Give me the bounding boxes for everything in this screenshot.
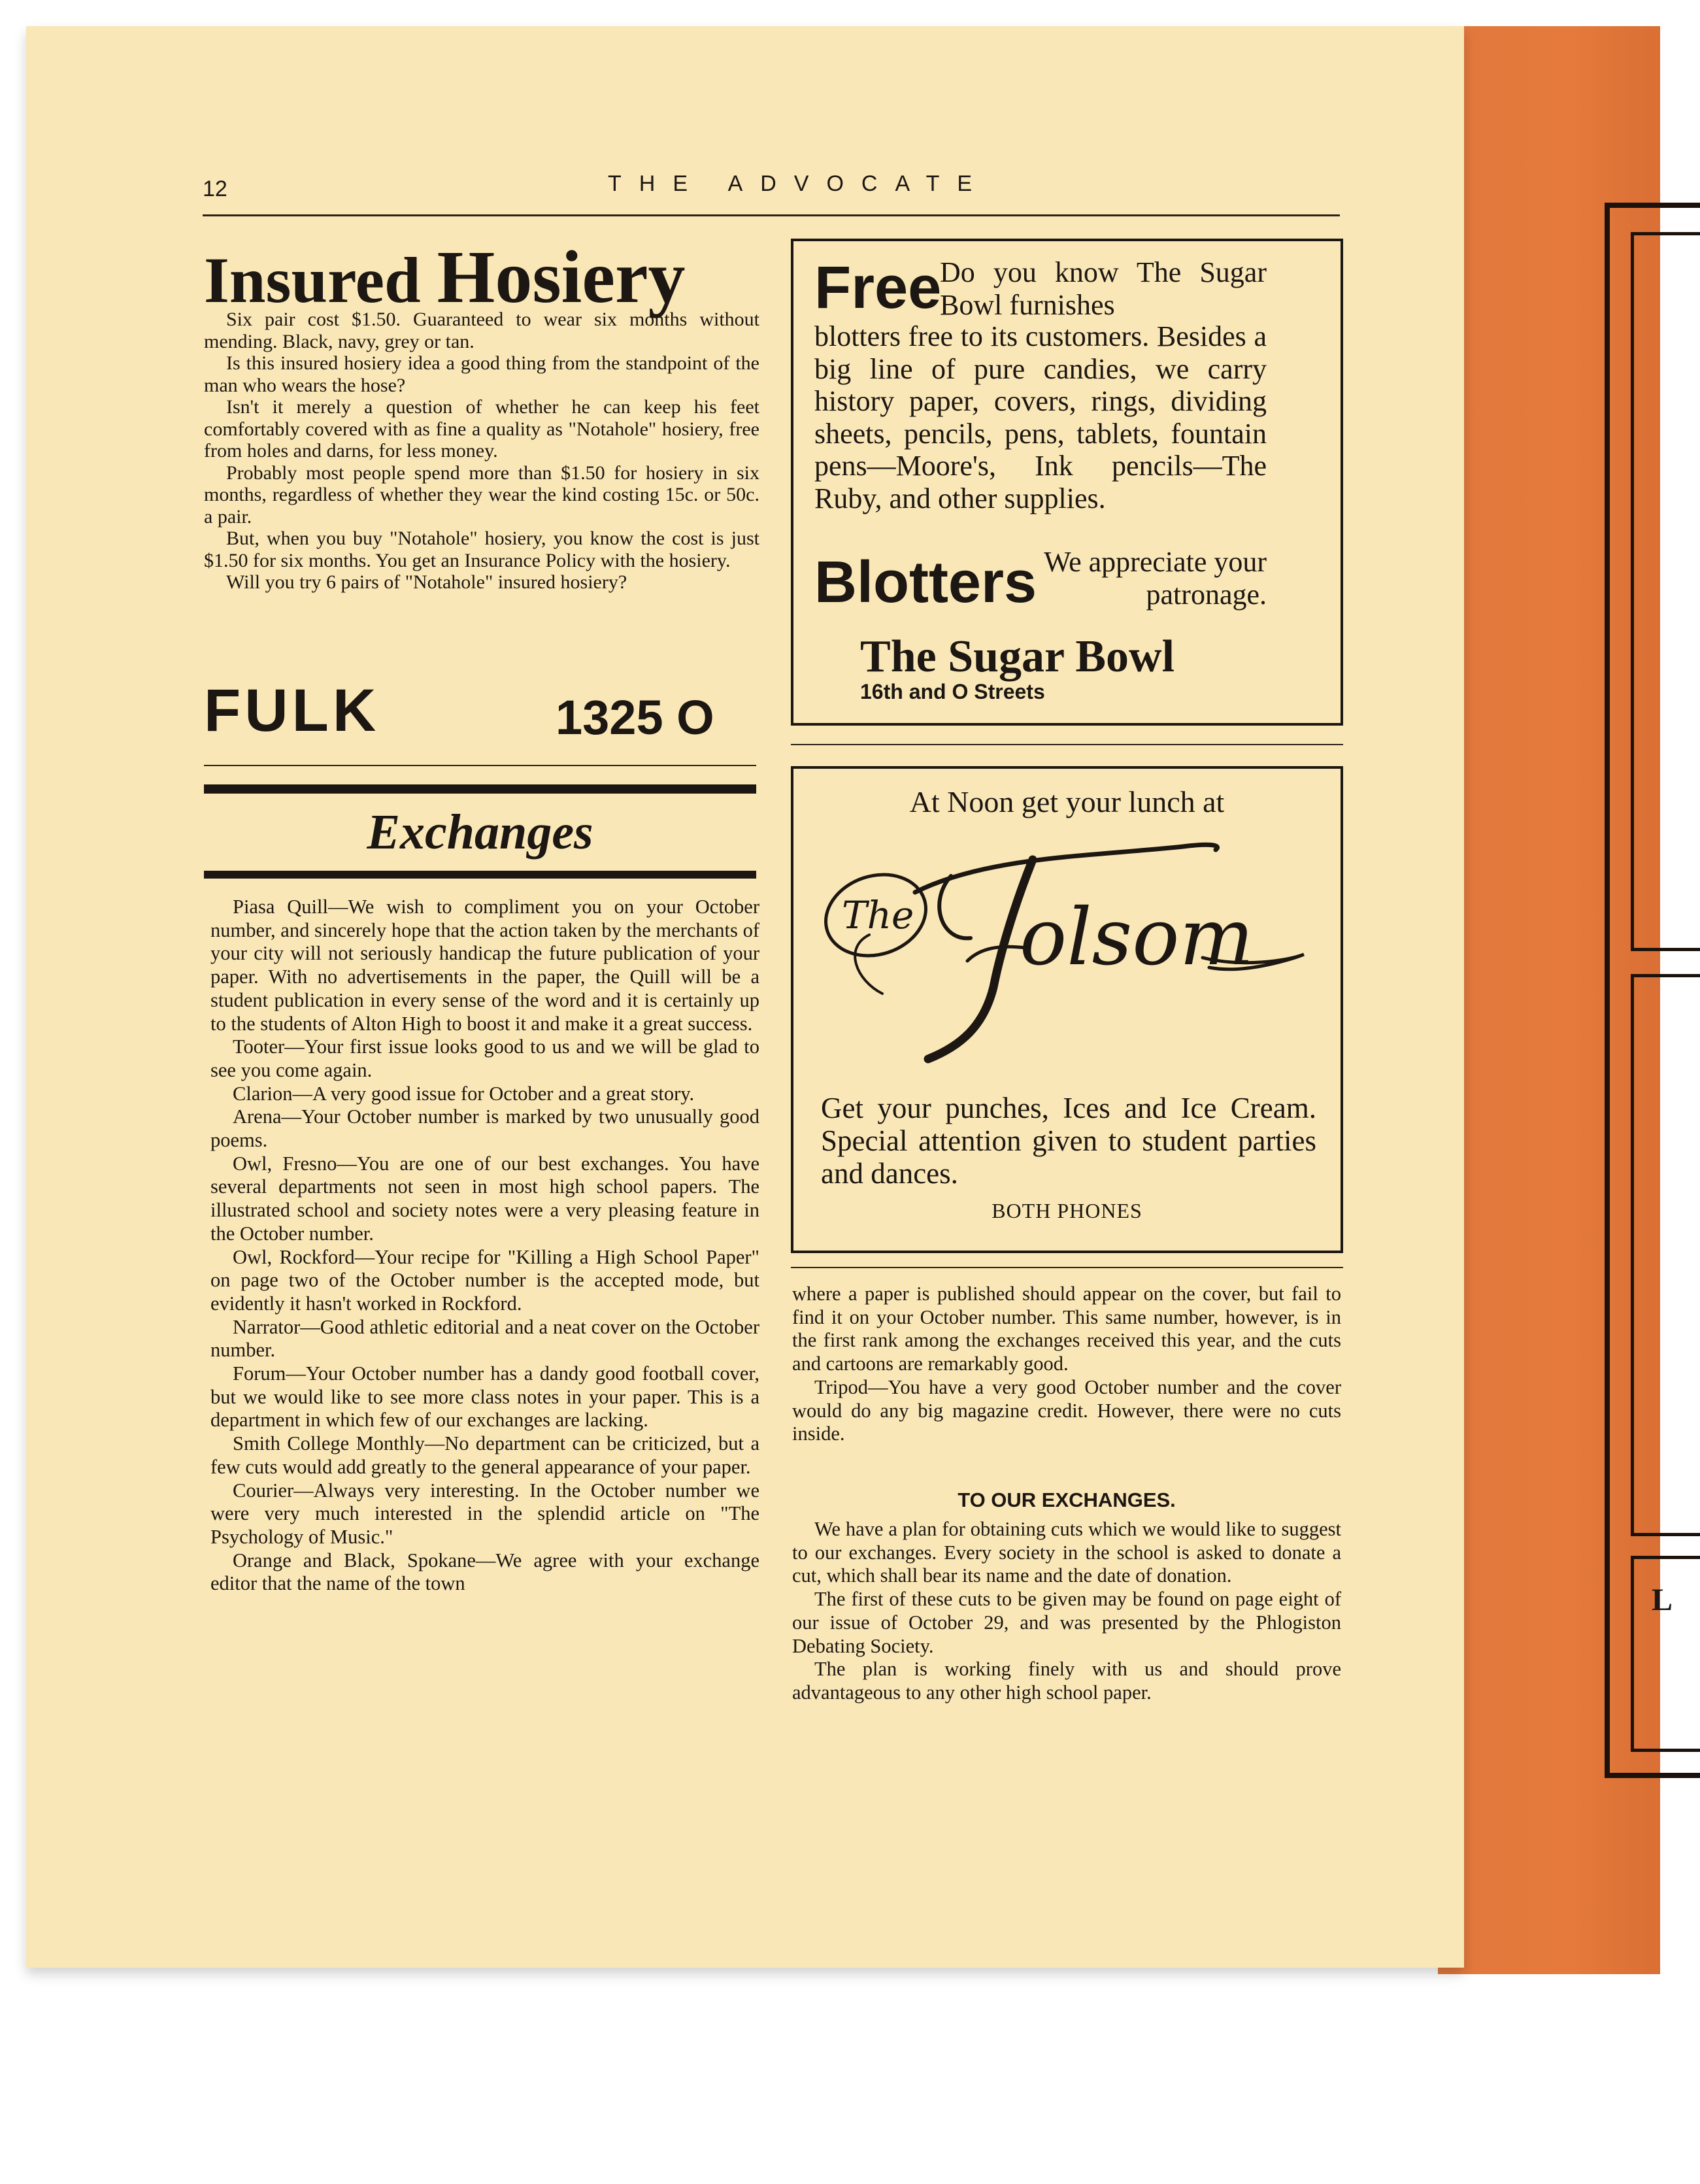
exchange-paragraph: Forum—Your October number has a dandy good football cover, but we would like to see more class notes in your paper. This is a department in which few of our exchanges are lacking. xyxy=(210,1362,759,1432)
exchange-notice-paragraph: The plan is working finely with us and should prove advantageous to any other high school paper. xyxy=(792,1658,1341,1704)
sugar-bowl-appreciation: We appreciate your patronage. xyxy=(1044,546,1267,611)
to-our-exchanges-heading: TO OUR EXCHANGES. xyxy=(958,1488,1176,1511)
running-head: THE ADVOCATE xyxy=(608,171,990,196)
exchange-paragraph: Smith College Monthly—No department can be criticized, but a few cuts would add greatly to the general appearance of your paper. xyxy=(210,1432,759,1478)
folsom-body: Get your punches, Ices and Ice Cream. Special attention given to student parties and dances. xyxy=(821,1092,1316,1190)
svg-text:olsom: olsom xyxy=(1020,892,1254,983)
svg-text:The: The xyxy=(842,893,914,937)
exchange-paragraph: Owl, Fresno—You are one of our best exchanges. You have several departments not seen in most high school papers. The illustrated school and society notes were a very pleasing feature in the October number. xyxy=(210,1152,759,1245)
hosiery-paragraph: But, when you buy "Notahole" hosiery, you know the cost is just $1.50 for six months. You get an Insurance Policy with the hosiery. xyxy=(204,528,759,571)
free-label: Free xyxy=(814,254,942,321)
exchanges-title: Exchanges xyxy=(367,805,593,860)
exchange-paragraph: Arena—Your October number is marked by two unusually good poems. xyxy=(210,1105,759,1152)
exchanges-column xyxy=(210,896,759,1596)
exchange-paragraph: Owl, Rockford—Your recipe for "Killing a High School Paper" on page two of the October number is the accepted mode, but evidently it hasn't worked in Rockford. xyxy=(210,1245,759,1315)
section-rule xyxy=(204,765,756,766)
cover-panel xyxy=(1631,974,1700,1536)
blotters-label: Blotters xyxy=(814,550,1037,615)
exchange-paragraph: Clarion—A very good issue for October and a great story. xyxy=(233,1082,695,1105)
folsom-script-logo xyxy=(817,830,1314,1079)
exchange-notice-paragraph: We have a plan for obtaining cuts which we would like to suggest to our exchanges. Every society in the school is asked to donate a cut, which shall bear its name and the date of donation. xyxy=(792,1518,1341,1587)
hosiery-title-word: Insured xyxy=(204,244,421,316)
hosiery-paragraph: Six pair cost $1.50. Guaranteed to wear six months without mending. Black, navy, grey or tan. xyxy=(204,309,759,352)
folsom-phones: BOTH PHONES xyxy=(992,1199,1142,1222)
exchange-paragraph: Orange and Black, Spokane—We agree with your exchange editor that the name of the town xyxy=(210,1549,759,1595)
to-our-exchanges-body xyxy=(792,1518,1341,1705)
sugar-bowl-intro: Do you know The Sugar Bowl furnishes xyxy=(940,256,1267,321)
section-rule xyxy=(791,1267,1343,1268)
section-rule xyxy=(791,744,1343,745)
hosiery-paragraph: Will you try 6 pairs of "Notahole" insured hosiery? xyxy=(226,571,627,593)
hosiery-title-word: Hosiery xyxy=(437,235,686,318)
store-address: 1325 O xyxy=(556,690,714,745)
exchange-paragraph: Courier—Always very interesting. In the October number we were very much interested in the splendid article on "The Psychology of Music." xyxy=(210,1479,759,1548)
store-name: FULK xyxy=(204,677,380,744)
hosiery-paragraph: Isn't it merely a question of whether he can keep his feet comfortably covered with as fine a quality as "Notahole" hosiery, free from holes and darns, for less money. xyxy=(204,396,759,462)
exchange-notice-paragraph: The first of these cuts to be given may be found on page eight of our issue of October 29, and was presented by the Phlogiston Debating Society. xyxy=(792,1588,1341,1657)
sugar-bowl-address: 16th and O Streets xyxy=(860,680,1045,703)
hosiery-ad-title xyxy=(204,234,686,320)
heading-band xyxy=(204,784,756,794)
sugar-bowl-body: blotters free to its customers. Besides a big line of pure candies, we carry history paper, covers, rings, dividing sheets, pencils, pens, tablets, fountain pens—Moore's, Ink pencils—The Ruby, and other supplies. xyxy=(814,320,1267,514)
cover-letters: L xyxy=(1652,1583,1673,1617)
exchange-paragraph: where a paper is published should appear on the cover, but fail to find it on your October number. This same number, however, is in the first rank among the exchanges received this year, and the cuts and cartoons are remarkably good. xyxy=(792,1283,1341,1375)
folsom-intro: At Noon get your lunch at xyxy=(909,785,1225,818)
exchange-paragraph: Tooter—Your first issue looks good to us and we will be glad to see you come again. xyxy=(210,1035,759,1081)
sugar-bowl-name: The Sugar Bowl xyxy=(860,631,1175,682)
exchange-paragraph: Piasa Quill—We wish to compliment you on your October number, and sincerely hope that the action taken by the merchants of your city will not seriously handicap the future publication of your paper. With no advertisements in the paper, the Quill will be a student publication in every sense of the word and it is certainly up to the students of Alton High to boost it and make it a great success. xyxy=(210,896,759,1035)
exchange-paragraph: Narrator—Good athletic editorial and a neat cover on the October number. xyxy=(210,1315,759,1362)
exchanges-continued xyxy=(792,1283,1341,1446)
hosiery-paragraph: Is this insured hosiery idea a good thing from the standpoint of the man who wears the hose? xyxy=(204,352,759,396)
hosiery-ad-body xyxy=(204,309,759,594)
header-rule xyxy=(203,214,1340,216)
heading-band xyxy=(204,871,756,879)
page-number: 12 xyxy=(203,176,227,201)
exchange-paragraph: Tripod—You have a very good October number and the cover would do any big magazine credit. However, there were no cuts inside. xyxy=(792,1375,1341,1445)
hosiery-paragraph: Probably most people spend more than $1.50 for hosiery in six months, regardless of whether they wear the kind costing 15c. or 50c. a pair. xyxy=(204,462,759,528)
cover-panel xyxy=(1631,232,1700,951)
